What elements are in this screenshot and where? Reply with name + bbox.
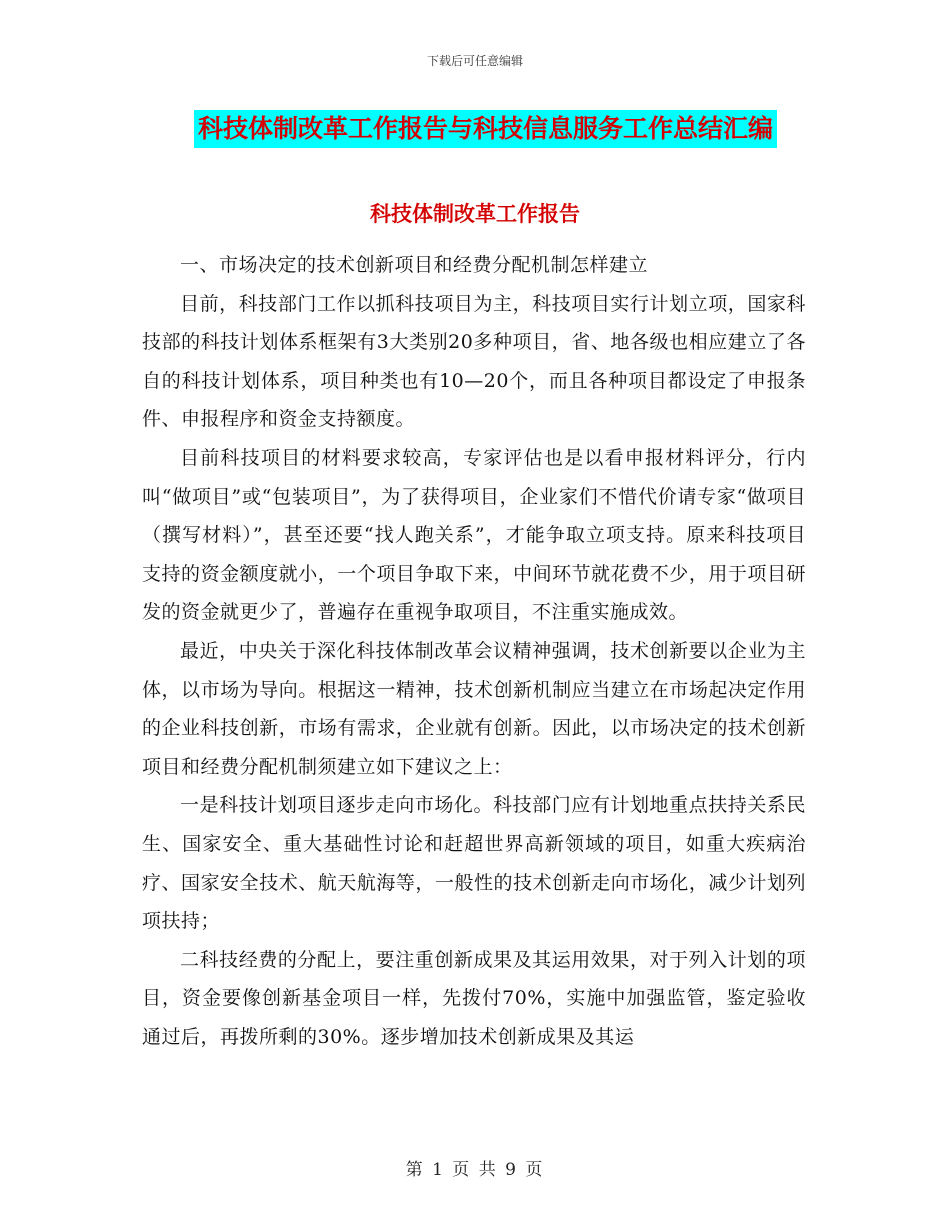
- paragraph: 一是科技计划项目逐步走向市场化。科技部门应有计划地重点扶持关系民生、国家安全、重大基础性讨论和赶超世界高新领域的项目，如重大疾病治疗、国家安全技术、航天航海等，一般性的技术创新走向市场化，减少计划列项扶持；: [142, 794, 806, 933]
- paragraph: 目前科技项目的材料要求较高，专家评估也是以看申报材料评分，行内叫“做项目”或“包装项目”，为了获得项目，企业家们不惜代价请专家“做项目（撰写材料）”，甚至还要“找人跑关系”，才能争取立项支持。原来科技项目支持的资金额度就小，一个项目争取下来，中间环节就花费不少，用于项目研发的资金就更少了，普遍存在重视争取项目，不注重实施成效。: [142, 446, 806, 624]
- paragraph: 目前，科技部门工作以抓科技项目为主，科技项目实行计划立项，国家科技部的科技计划体系框架有3大类别20多种项目，省、地各级也相应建立了各自的科技计划体系，项目种类也有10—20个，而且各种项目都设定了申报条件、申报程序和资金支持额度。: [142, 292, 806, 431]
- paragraph: 一、市场决定的技术创新项目和经费分配机制怎样建立: [180, 254, 649, 276]
- page-footer: 第 1 页 共 9 页: [405, 1160, 545, 1180]
- body-text: [142, 246, 806, 1056]
- paragraph: 最近，中央关于深化科技体制改革会议精神强调，技术创新要以企业为主体，以市场为导向。根据这一精神，技术创新机制应当建立在市场起决定作用的企业科技创新，市场有需求，企业就有创新。因此，以市场决定的技术创新项目和经费分配机制须建立如下建议之上：: [142, 639, 806, 778]
- header-note: 下载后可任意编辑: [426, 54, 523, 68]
- main-title: 科技体制改革工作报告与科技信息服务工作总结汇编: [194, 110, 777, 148]
- sub-title: 科技体制改革工作报告: [370, 202, 580, 226]
- paragraph: 二科技经费的分配上，要注重创新成果及其运用效果，对于列入计划的项目，资金要像创新基金项目一样，先拨付70%，实施中加强监管，鉴定验收通过后，再拨所剩的30%。逐步增加技术创新成果及其运: [142, 948, 806, 1048]
